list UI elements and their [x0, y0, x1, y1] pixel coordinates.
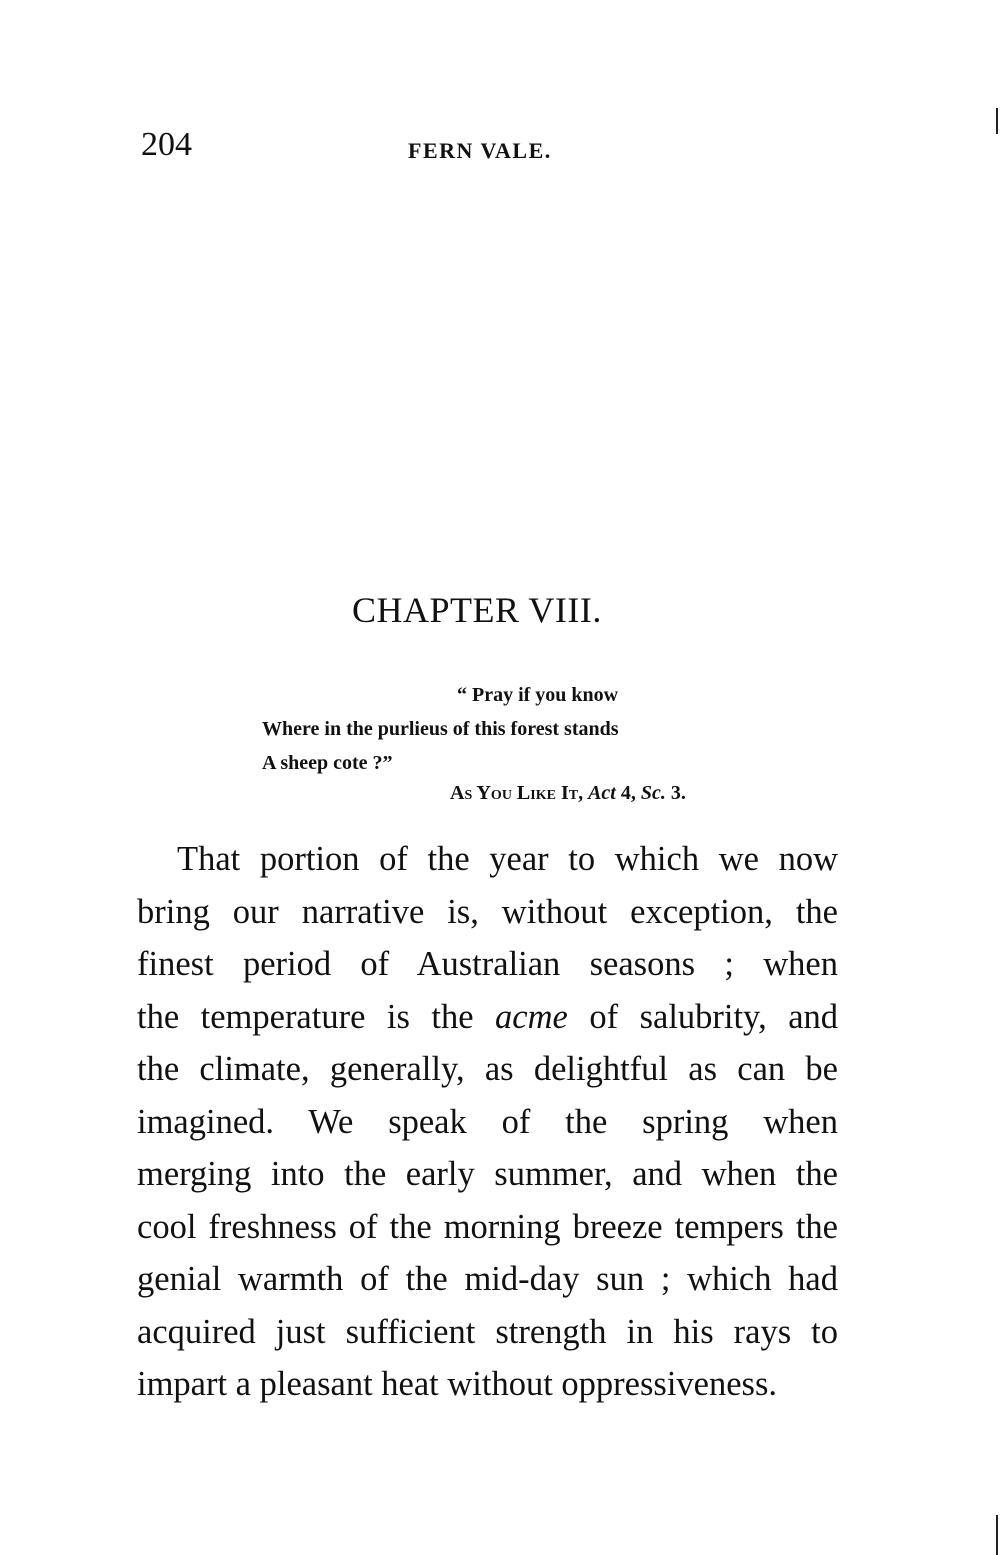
body-paragraph: [137, 833, 838, 1411]
scan-edge-mark: [996, 1515, 998, 1555]
source-play: As You Like It,: [450, 782, 584, 804]
running-title: FERN VALE.: [408, 138, 552, 163]
epigraph-attribution: [262, 782, 822, 805]
body-line: cool freshness of the morning breeze tempers the: [137, 1207, 838, 1246]
source-scene-number: 3.: [670, 782, 686, 804]
source-act: Act: [588, 782, 616, 804]
source-scene: Sc.: [640, 782, 666, 804]
body-line: acquired just sufficient strength in his rays to: [137, 1312, 838, 1351]
source-act-number: 4,: [620, 782, 636, 804]
body-line-with-italic: [137, 991, 838, 1044]
scan-edge-mark: [996, 108, 998, 134]
epigraph: [262, 678, 822, 805]
body-line: the climate, generally, as delightful as can be: [137, 1050, 838, 1088]
epigraph-line: Where in the purlieus of this forest stands: [262, 718, 619, 740]
body-text-run: the temperature is the: [137, 997, 496, 1036]
body-line: finest period of Australian seasons ; when: [137, 945, 838, 983]
body-text-run: of salubrity, and: [567, 997, 839, 1036]
italic-word: acme: [495, 997, 568, 1036]
page-number: 204: [141, 126, 192, 163]
body-line: imagined. We speak of the spring when: [137, 1102, 838, 1141]
epigraph-line: A sheep cote ?”: [262, 752, 393, 774]
body-line: That portion of the year to which we now: [177, 840, 838, 878]
body-line: impart a pleasant heat without oppressiveness.: [137, 1365, 778, 1403]
body-line: merging into the early summer, and when the: [137, 1155, 838, 1193]
epigraph-line: “ Pray if you know: [457, 684, 619, 706]
body-line: genial warmth of the mid-day sun ; which had: [137, 1260, 838, 1298]
chapter-title: CHAPTER VIII.: [352, 590, 602, 630]
body-line: bring our narrative is, without exception, the: [137, 892, 838, 931]
